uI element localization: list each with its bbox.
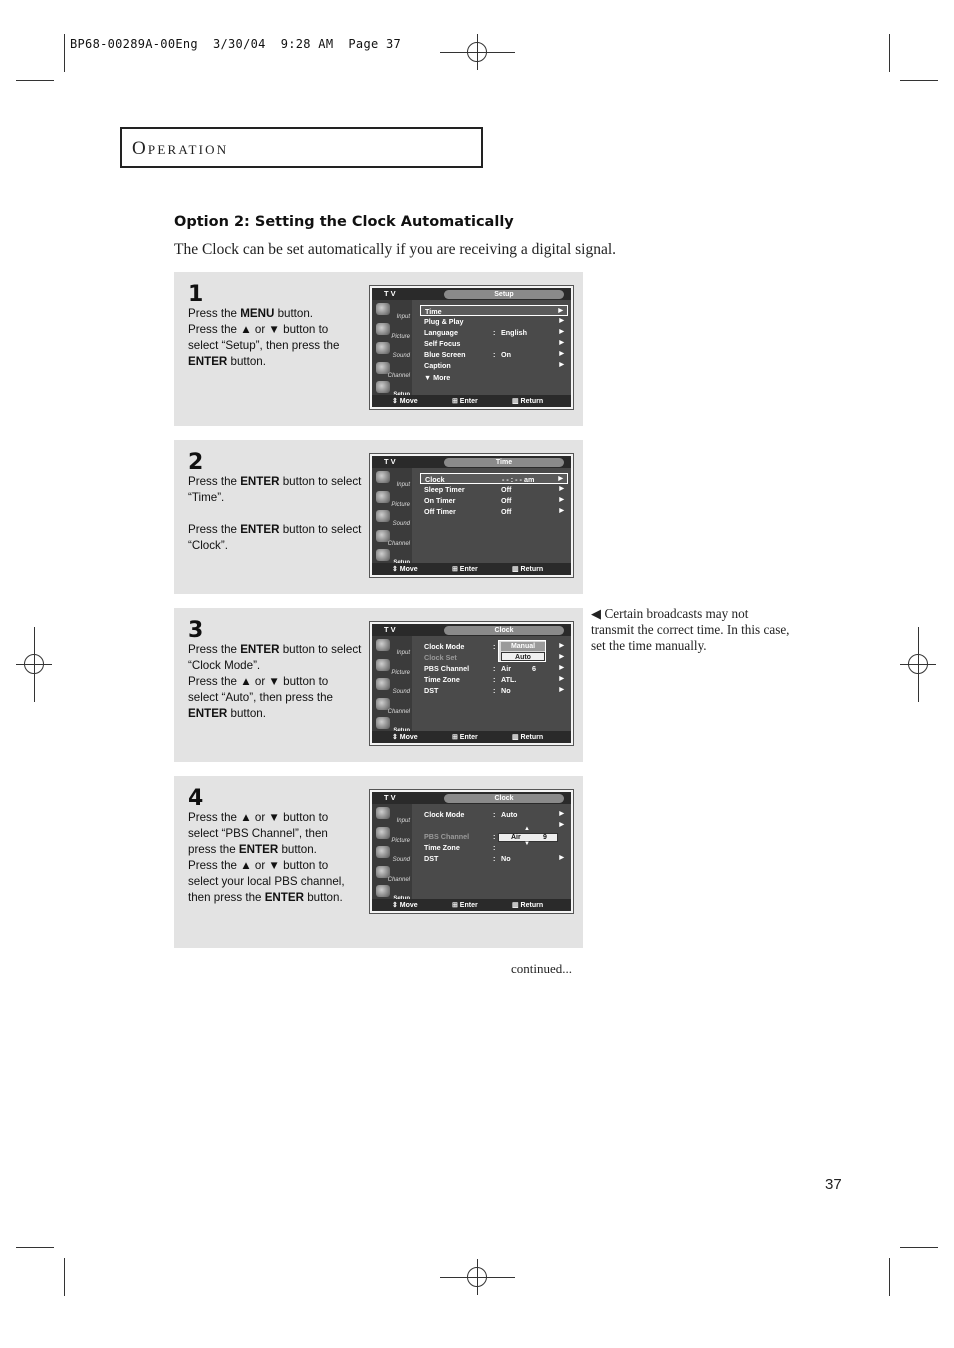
move-hint: ⇕ Move: [392, 902, 418, 909]
input-icon: [376, 471, 390, 483]
tv-source-label: T V: [384, 793, 396, 802]
sidebar-label: Input: [396, 818, 410, 824]
section-initial: O: [132, 138, 148, 159]
instruction-line: select “PBS Channel”, then: [188, 827, 328, 840]
menu-row: [420, 853, 568, 864]
crop-mark: [16, 1247, 54, 1248]
sidebar-label: Sound: [392, 521, 410, 527]
enter-hint: ⊞ Enter: [452, 398, 478, 405]
menu-footer: [372, 731, 571, 743]
picture-icon: [376, 659, 390, 671]
sound-icon: [376, 510, 390, 522]
right-arrow-icon: ▶: [559, 665, 564, 671]
menu-list: [414, 636, 571, 735]
page-number: 37: [825, 1176, 842, 1193]
tv-menu-screen: [370, 790, 573, 913]
section-rest: PERATION: [147, 142, 229, 157]
return-hint: ▥ Return: [512, 902, 544, 909]
crop-mark: [16, 80, 54, 81]
menu-row: [420, 327, 568, 338]
sidebar-item-input: [374, 303, 412, 321]
menu-row-value: No: [501, 686, 511, 695]
menu-row-colon: :: [493, 832, 496, 841]
instruction-line: Press the ▲ or ▼ button to: [188, 859, 329, 872]
right-arrow-icon: ▶: [559, 362, 564, 368]
sidebar-label: Channel: [387, 540, 410, 547]
dropdown-option: Manual: [501, 642, 545, 651]
instruction-line: then press the ENTER button.: [188, 891, 343, 904]
sidebar-item-picture: [374, 323, 412, 341]
sidebar-item-input: [374, 807, 412, 825]
setup-icon: [376, 381, 390, 393]
step-instructions: [188, 474, 368, 554]
sidebar-label: Picture: [391, 333, 410, 340]
move-hint: ⇕ Move: [392, 734, 418, 741]
menu-row-value: On: [501, 350, 511, 359]
right-arrow-icon: ▶: [559, 329, 564, 335]
sidebar-label: Channel: [387, 876, 410, 883]
setup-icon: [376, 885, 390, 897]
return-hint: ▥ Return: [512, 566, 544, 573]
enter-hint: ⊞ Enter: [452, 902, 478, 909]
crop-mark: [889, 34, 890, 72]
sound-icon: [376, 342, 390, 354]
menu-row: [420, 495, 568, 506]
step-number: 3: [188, 618, 204, 643]
sidebar-label: Channel: [387, 708, 410, 715]
tv-title-bar: [372, 624, 571, 636]
sidebar-item-sound: [374, 342, 412, 360]
menu-row-value: - - : - - am: [502, 475, 535, 484]
right-arrow-icon: ▶: [559, 643, 564, 649]
section-title: [132, 138, 228, 160]
button-name: ENTER: [188, 355, 228, 368]
menu-row-value: English: [501, 328, 527, 337]
crop-mark: [34, 627, 35, 702]
picture-icon: [376, 491, 390, 503]
input-icon: [376, 807, 390, 819]
menu-row: [420, 506, 568, 517]
menu-row: [420, 349, 568, 360]
instruction-line: “Clock Mode”.: [188, 659, 261, 672]
menu-row: [420, 316, 568, 327]
menu-row-value: Off: [501, 507, 512, 516]
instruction-line: select “Setup”, then press the: [188, 339, 340, 352]
menu-row-label: DST: [424, 854, 439, 863]
tv-menu-screen: [370, 286, 573, 409]
menu-row-label: On Timer: [424, 496, 456, 505]
menu-row-colon: :: [493, 642, 496, 651]
right-arrow-icon: ▶: [559, 811, 564, 817]
right-arrow-icon: ▶: [559, 822, 564, 828]
step-instructions: [188, 306, 368, 370]
tv-title-bar: [372, 792, 571, 804]
channel-type: Air: [511, 834, 521, 841]
step-panel: [174, 608, 583, 762]
right-arrow-icon: ▶: [559, 318, 564, 324]
step-number: 4: [188, 786, 204, 811]
menu-row-label: Language: [424, 328, 458, 337]
right-arrow-icon: ▶: [559, 676, 564, 682]
channel-number: 9: [543, 834, 547, 841]
button-name: ENTER: [240, 475, 280, 488]
step-panel: [174, 272, 583, 426]
enter-hint: ⊞ Enter: [452, 566, 478, 573]
side-note: ◀ Certain broadcasts may not transmit the correct time. In this case, set the time manually.: [591, 606, 790, 653]
step-panel: [174, 440, 583, 594]
menu-footer: [372, 563, 571, 575]
right-arrow-icon: ▶: [558, 308, 563, 314]
instruction-line: [188, 506, 368, 522]
instruction-line: press the ENTER button.: [188, 843, 317, 856]
move-hint: ⇕ Move: [392, 398, 418, 405]
sidebar-item-input: [374, 639, 412, 657]
instruction-line: ENTER button.: [188, 355, 266, 368]
menu-row: [420, 473, 568, 484]
menu-row-value: Off: [501, 485, 512, 494]
menu-footer: [372, 395, 571, 407]
menu-row-label: Sleep Timer: [424, 485, 465, 494]
menu-row-label: DST: [424, 686, 439, 695]
menu-row: [420, 338, 568, 349]
menu-row-label: Clock Set: [424, 653, 457, 662]
menu-row-value: Off: [501, 496, 512, 505]
down-arrow-icon: ▼: [524, 841, 530, 847]
tv-title-bar: [372, 288, 571, 300]
right-arrow-icon: ▶: [559, 687, 564, 693]
sidebar-label: Picture: [391, 837, 410, 844]
right-arrow-icon: ▶: [559, 351, 564, 357]
continued-label: continued...: [511, 961, 573, 976]
print-slug: BP68-00289A-00Eng 3/30/04 9:28 AM Page 37: [70, 37, 402, 51]
menu-row-label: Plug & Play: [424, 317, 464, 326]
instruction-line: Press the ▲ or ▼ button to: [188, 811, 329, 824]
sidebar-label: Sound: [392, 353, 410, 359]
tv-source-label: T V: [384, 625, 396, 634]
menu-row-value: 6: [532, 664, 536, 673]
pbs-channel-selector: [498, 826, 558, 848]
step-instructions: [188, 810, 368, 906]
menu-row: [420, 372, 568, 383]
sidebar-item-sound: [374, 846, 412, 864]
button-name: MENU: [240, 307, 275, 320]
menu-row-label: PBS Channel: [424, 664, 470, 673]
menu-row-colon: :: [493, 675, 496, 684]
tv-source-label: T V: [384, 457, 396, 466]
crop-mark: [64, 1258, 65, 1296]
right-arrow-icon: ▶: [559, 855, 564, 861]
input-icon: [376, 303, 390, 315]
move-hint: ⇕ Move: [392, 566, 418, 573]
menu-row-value: No: [501, 854, 511, 863]
menu-row-colon: :: [493, 664, 496, 673]
tv-menu-screen: [370, 622, 573, 745]
menu-row-colon: :: [493, 328, 496, 337]
sidebar-item-sound: [374, 678, 412, 696]
button-name: ENTER: [188, 707, 228, 720]
menu-row-value: ATL.: [501, 675, 517, 684]
instruction-line: Press the ▲ or ▼ button to: [188, 323, 329, 336]
crop-mark: [918, 627, 919, 702]
crop-mark: [440, 1277, 515, 1278]
right-arrow-icon: ▶: [559, 497, 564, 503]
instruction-line: ENTER button.: [188, 707, 266, 720]
sidebar-item-channel: [374, 362, 412, 380]
return-hint: ▥ Return: [512, 734, 544, 741]
instruction-line: Press the ENTER button to select: [188, 523, 362, 536]
input-icon: [376, 639, 390, 651]
step-instructions: [188, 642, 368, 722]
menu-list: [414, 468, 571, 567]
menu-sidebar: [372, 468, 412, 567]
menu-title: Clock: [444, 794, 564, 803]
tv-title-bar: [372, 456, 571, 468]
menu-row-label: Off Timer: [424, 507, 456, 516]
menu-row-colon: :: [493, 843, 496, 852]
menu-row: [420, 360, 568, 371]
picture-icon: [376, 323, 390, 335]
instruction-line: select “Auto”, then press the: [188, 691, 333, 704]
instruction-line: “Time”.: [188, 491, 225, 504]
menu-row-label: Clock Mode: [424, 810, 465, 819]
menu-row: [420, 674, 568, 685]
crop-mark: [900, 1247, 938, 1248]
right-arrow-icon: ▶: [558, 476, 563, 482]
sidebar-label: Sound: [392, 689, 410, 695]
menu-title: Time: [444, 458, 564, 467]
menu-sidebar: [372, 636, 412, 735]
menu-row-label: Clock: [425, 475, 445, 484]
sidebar-item-channel: [374, 530, 412, 548]
menu-row-label: Caption: [424, 361, 451, 370]
sidebar-label: Input: [396, 314, 410, 320]
setup-icon: [376, 717, 390, 729]
menu-row: [420, 305, 568, 316]
step-number: 2: [188, 450, 204, 475]
menu-row-label: ▼ More: [424, 373, 451, 382]
sidebar-label: Sound: [392, 857, 410, 863]
menu-title: Setup: [444, 290, 564, 299]
sidebar-label: Input: [396, 482, 410, 488]
right-arrow-icon: ▶: [559, 508, 564, 514]
menu-row-colon: :: [493, 686, 496, 695]
sidebar-label: Picture: [391, 669, 410, 676]
clock-mode-dropdown: [498, 640, 546, 662]
menu-row-label: Time Zone: [424, 843, 460, 852]
right-arrow-icon: ▶: [559, 340, 564, 346]
menu-list: [414, 804, 571, 903]
menu-sidebar: [372, 300, 412, 399]
button-name: ENTER: [264, 891, 304, 904]
menu-row-value: Auto: [501, 810, 518, 819]
return-hint: ▥ Return: [512, 398, 544, 405]
crop-mark: [440, 52, 515, 53]
page-heading: Option 2: Setting the Clock Automatically: [174, 214, 514, 230]
right-arrow-icon: ▶: [559, 654, 564, 660]
sound-icon: [376, 678, 390, 690]
menu-row-label: Time: [425, 307, 442, 316]
crop-mark: [900, 80, 938, 81]
picture-icon: [376, 827, 390, 839]
menu-list: [414, 300, 571, 399]
sidebar-item-channel: [374, 866, 412, 884]
instruction-line: Press the ENTER button to select: [188, 475, 362, 488]
setup-icon: [376, 549, 390, 561]
crop-mark: [64, 34, 65, 72]
sidebar-item-picture: [374, 659, 412, 677]
menu-row: [420, 809, 568, 820]
instruction-line: Press the ENTER button to select: [188, 643, 362, 656]
sidebar-item-input: [374, 471, 412, 489]
instruction-line: Press the ▲ or ▼ button to: [188, 675, 329, 688]
sidebar-item-channel: [374, 698, 412, 716]
instruction-line: Press the MENU button.: [188, 307, 314, 320]
menu-row-label: PBS Channel: [424, 832, 470, 841]
up-arrow-icon: ▲: [524, 826, 530, 832]
menu-row-colon: :: [493, 854, 496, 863]
sidebar-label: Input: [396, 650, 410, 656]
menu-row: [420, 484, 568, 495]
crop-mark: [889, 1258, 890, 1296]
menu-row: [420, 663, 568, 674]
menu-footer: [372, 899, 571, 911]
menu-row: [420, 685, 568, 696]
menu-row-colon: :: [493, 350, 496, 359]
tv-source-label: T V: [384, 289, 396, 298]
sidebar-item-picture: [374, 491, 412, 509]
menu-sidebar: [372, 804, 412, 903]
sidebar-item-picture: [374, 827, 412, 845]
menu-row-colon: :: [493, 810, 496, 819]
sidebar-item-sound: [374, 510, 412, 528]
menu-row-label: Time Zone: [424, 675, 460, 684]
dropdown-option: Auto: [501, 652, 545, 661]
tv-menu-screen: [370, 454, 573, 577]
button-name: ENTER: [240, 643, 280, 656]
menu-row-value: Air: [501, 664, 511, 673]
step-number: 1: [188, 282, 204, 307]
instruction-line: select your local PBS channel,: [188, 875, 345, 888]
sidebar-label: Channel: [387, 372, 410, 379]
sidebar-label: Picture: [391, 501, 410, 508]
menu-title: Clock: [444, 626, 564, 635]
menu-row-label: Clock Mode: [424, 642, 465, 651]
right-arrow-icon: ▶: [559, 486, 564, 492]
step-panel: [174, 776, 583, 948]
menu-row-label: Blue Screen: [424, 350, 466, 359]
enter-hint: ⊞ Enter: [452, 734, 478, 741]
button-name: ENTER: [238, 843, 279, 856]
sound-icon: [376, 846, 390, 858]
menu-row-label: Self Focus: [424, 339, 461, 348]
intro-text: The Clock can be set automatically if you are receiving a digital signal.: [174, 241, 617, 258]
instruction-line: “Clock”.: [188, 539, 228, 552]
button-name: ENTER: [240, 523, 280, 536]
